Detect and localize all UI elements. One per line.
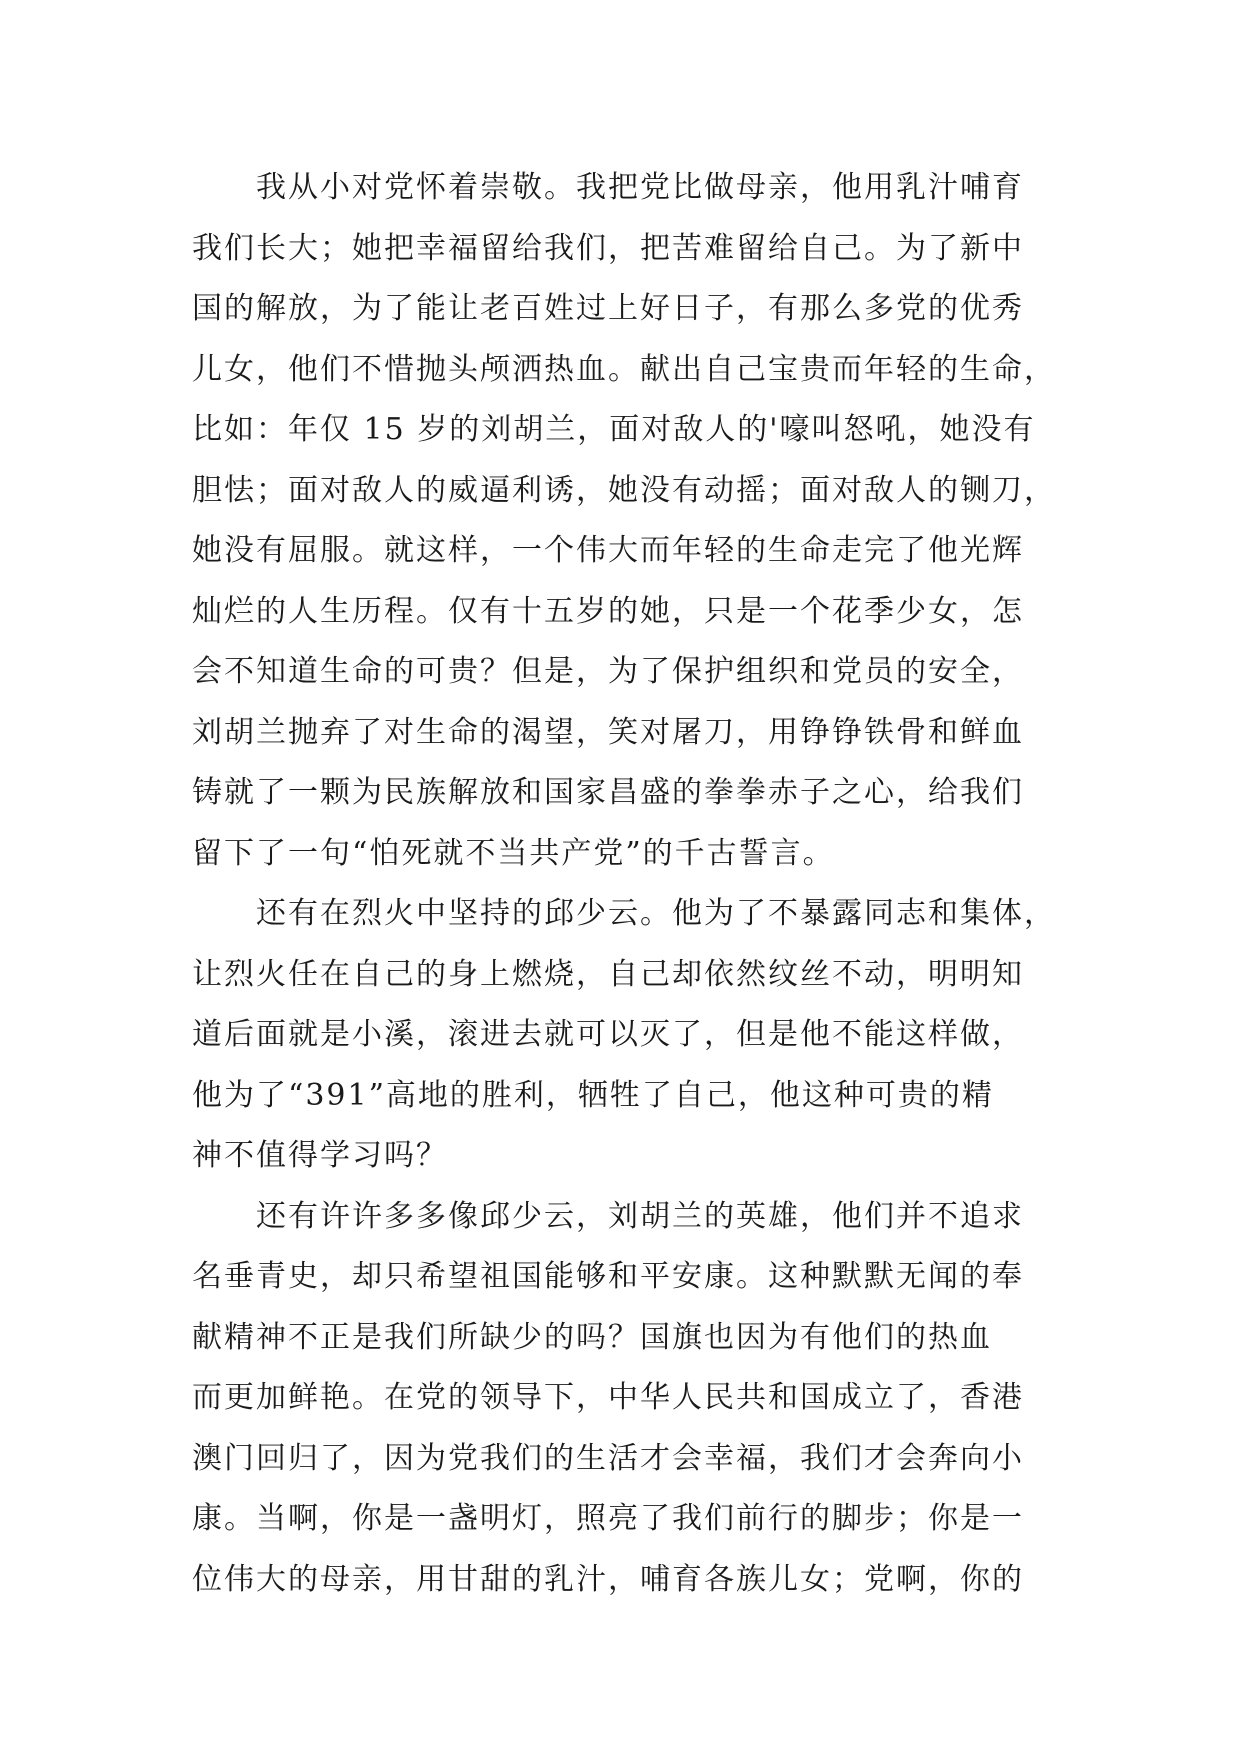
paragraph-1-line-11: 铸就了一颗为民族解放和国家昌盛的拳拳赤子之心，给我们 [192,775,1024,810]
paragraph-3-line-2: 名垂青史，却只希望祖国能够和平安康。这种默默无闻的奉 [192,1259,1024,1294]
paragraph-1-line-3: 国的解放，为了能让老百姓过上好日子，有那么多党的优秀 [192,291,1024,326]
paragraph-3-line-5: 澳门回归了，因为党我们的生活才会幸福，我们才会奔向小 [192,1440,1024,1476]
paragraph-1-line-5: 比如：年仅 15 岁的刘胡兰，面对敌人的'嚎叫怒吼，她没有 [192,412,1036,447]
paragraph-3-line-6: 康。当啊，你是一盏明灯，照亮了我们前行的脚步；你是一 [192,1501,1024,1536]
paragraph-1-line-9: 会不知道生命的可贵？但是，为了保护组织和党员的安全， [192,654,1024,689]
paragraph-3-line-1: 还有许许多多像邱少云，刘胡兰的英雄，他们并不追求 [256,1198,1024,1234]
paragraph-3-line-3: 献精神不正是我们所缺少的吗？国旗也因为有他们的热血 [192,1319,992,1355]
paragraph-2-line-1: 还有在烈火中坚持的邱少云。他为了不暴露同志和集体， [256,896,1056,931]
paragraph-1-line-4: 儿女，他们不惜抛头颅洒热血。献出自己宝贵而年轻的生命， [192,351,1056,387]
paragraph-1-line-2: 我们长大；她把幸福留给我们，把苦难留给自己。为了新中 [192,230,1024,266]
paragraph-1-line-8: 灿烂的人生历程。仅有十五岁的她，只是一个花季少女，怎 [192,593,1024,629]
paragraph-1-line-7: 她没有屈服。就这样，一个伟大而年轻的生命走完了他光辉 [192,533,1024,568]
paragraph-1-line-12: 留下了一句“怕死就不当共产党”的千古誓言。 [192,835,835,871]
paragraph-3-line-7: 位伟大的母亲，用甘甜的乳汁，哺育各族儿女；党啊，你的 [192,1561,1024,1597]
essay-body [192,158,1056,1610]
paragraph-3-line-4: 而更加鲜艳。在党的领导下，中华人民共和国成立了，香港 [192,1380,1024,1415]
paragraph-1-line-10: 刘胡兰抛弃了对生命的渴望，笑对屠刀，用铮铮铁骨和鲜血 [192,714,1024,750]
paragraph-2-line-5: 神不值得学习吗？ [192,1138,448,1173]
paragraph-2-line-2: 让烈火任在自己的身上燃烧，自己却依然纹丝不动，明明知 [192,956,1024,992]
paragraph-1-line-6: 胆怯；面对敌人的威逼利诱，她没有动摇；面对敌人的铡刀， [192,472,1056,508]
paragraph-2-line-3: 道后面就是小溪，滚进去就可以灭了，但是他不能这样做， [192,1017,1024,1052]
paragraph-2-line-4: 他为了“391”高地的胜利，牺牲了自己，他这种可贵的精 [192,1077,994,1113]
paragraph-1-line-1: 我从小对党怀着崇敬。我把党比做母亲，他用乳汁哺育 [256,170,1024,205]
